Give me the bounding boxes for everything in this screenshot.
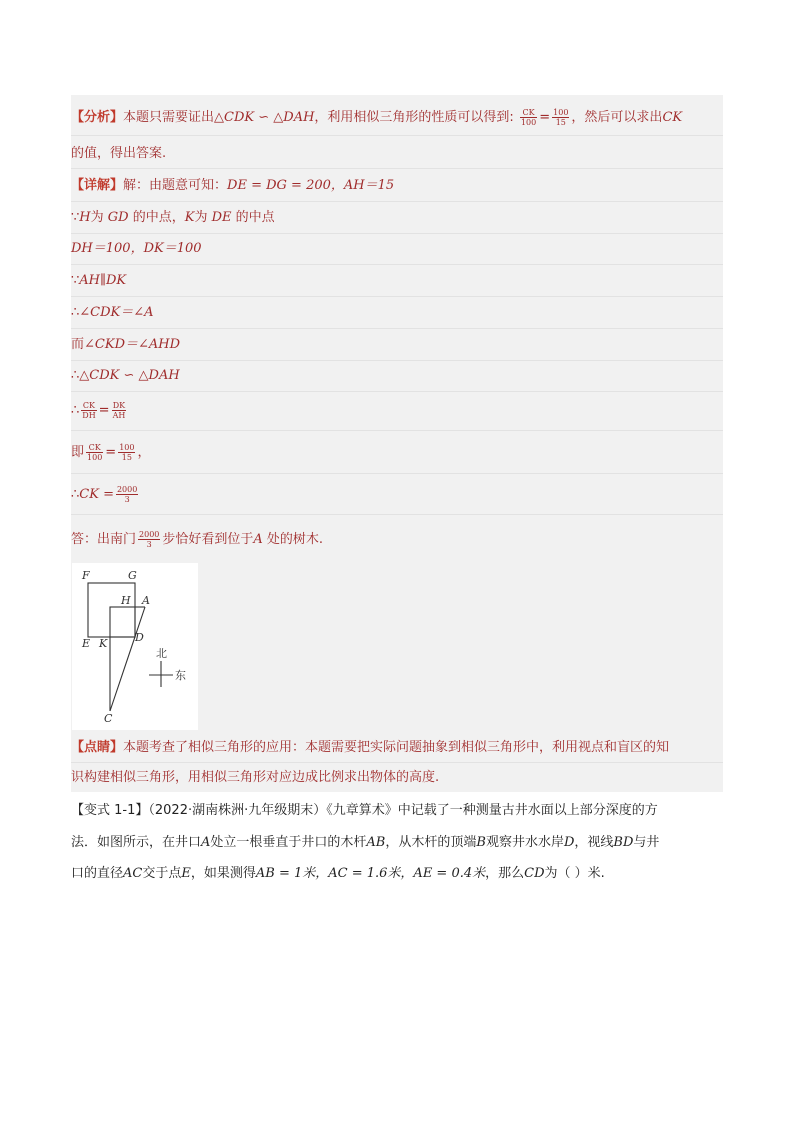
label-g: G	[128, 569, 137, 582]
analysis-tag: 【分析】	[71, 110, 124, 125]
variant-tag: 【变式 1-1】	[71, 803, 149, 818]
detail-line-5: ∴∠CDK＝∠A	[71, 302, 723, 329]
analysis-line-2: 的值，得出答案.	[71, 142, 723, 169]
fraction-2000-3-answer: $\frac{2000}{3}$	[139, 530, 160, 549]
label-h: H	[121, 594, 131, 607]
analysis-line-1: 【分析】本题只需要证出△CDK ∽ △DAH，利用相似三角形的性质可以得到: $\frac{CK}{100}$ = $\frac{100}{15}$ ，然后可以求出CK	[71, 105, 723, 136]
fraction-100-15-b: $\frac{100}{15}$	[119, 443, 135, 462]
label-north: 北	[156, 647, 167, 660]
detail-line-4: ∵AH∥DK	[71, 270, 723, 297]
detail-line-1: 【详解】解：由题意可知：DE = DG = 200，AH＝15	[71, 175, 723, 202]
fraction-2000-3: $\frac{2000}{3}$	[116, 485, 138, 504]
answer-line: 答：出南门 $\frac{2000}{3}$ 步恰好看到位于A 处的树木.	[71, 530, 324, 549]
detail-line-8: ∴ $\frac{CK}{DH}$ = $\frac{DK}{AH}$	[71, 396, 723, 431]
line-ac	[110, 607, 145, 711]
comment-line-1: 【点睛】本题考查了相似三角形的应用：本题需要把实际问题抽象到相似三角形中，利用视点和盲区的知	[71, 736, 723, 763]
label-east: 东	[175, 669, 186, 682]
label-a: A	[142, 594, 150, 607]
variant-line-2: 法．如图所示，在井口A处立一根垂直于井口的木杆AB，从木杆的顶端B观察井水水岸D，视线BD与井	[71, 835, 660, 850]
fraction-dk-ah: $\frac{DK}{AH}$	[112, 401, 126, 420]
detail-line-9: 即 $\frac{CK}{100}$ = $\frac{100}{15}$ ，	[71, 437, 723, 474]
variant-line-3: 口的直径AC交于点E，如果测得AB = 1米，AC = 1.6米，AE = 0.4米，那么CD为（ ）米.	[71, 866, 605, 881]
detail-line-7: ∴△CDK ∽ △DAH	[71, 365, 723, 392]
label-k: K	[99, 637, 108, 650]
small-square	[110, 607, 135, 637]
fraction-100-15: $\frac{100}{15}$	[553, 108, 569, 127]
label-f: F	[82, 569, 90, 582]
geometry-figure	[72, 563, 198, 730]
fraction-ck-100: $\frac{CK}{100}$	[520, 108, 537, 127]
detail-line-6: 而∠CKD＝∠AHD	[71, 334, 723, 361]
detail-tag: 【详解】	[71, 178, 124, 193]
fraction-ck-dh: $\frac{CK}{DH}$	[82, 401, 96, 420]
detail-line-10: ∴CK = $\frac{2000}{3}$	[71, 480, 723, 515]
label-d: D	[135, 631, 144, 644]
variant-line-1: 【变式 1-1】（2022·湖南株洲·九年级期末）《九章算术》中记载了一种测量古井水面以上部分深度的方	[71, 803, 658, 818]
figure-svg	[72, 563, 198, 730]
detail-line-2: ∵H为 GD 的中点，K为 DE 的中点	[71, 207, 723, 234]
label-e: E	[82, 637, 91, 650]
comment-line-2: 识构建相似三角形，用相似三角形对应边成比例求出物体的高度.	[71, 770, 440, 785]
label-c: C	[104, 712, 113, 725]
big-square	[88, 583, 135, 637]
fraction-ck-100-b: $\frac{CK}{100}$	[87, 443, 103, 462]
comment-tag: 【点睛】	[71, 740, 124, 755]
detail-line-3: DH＝100，DK＝100	[71, 238, 723, 265]
